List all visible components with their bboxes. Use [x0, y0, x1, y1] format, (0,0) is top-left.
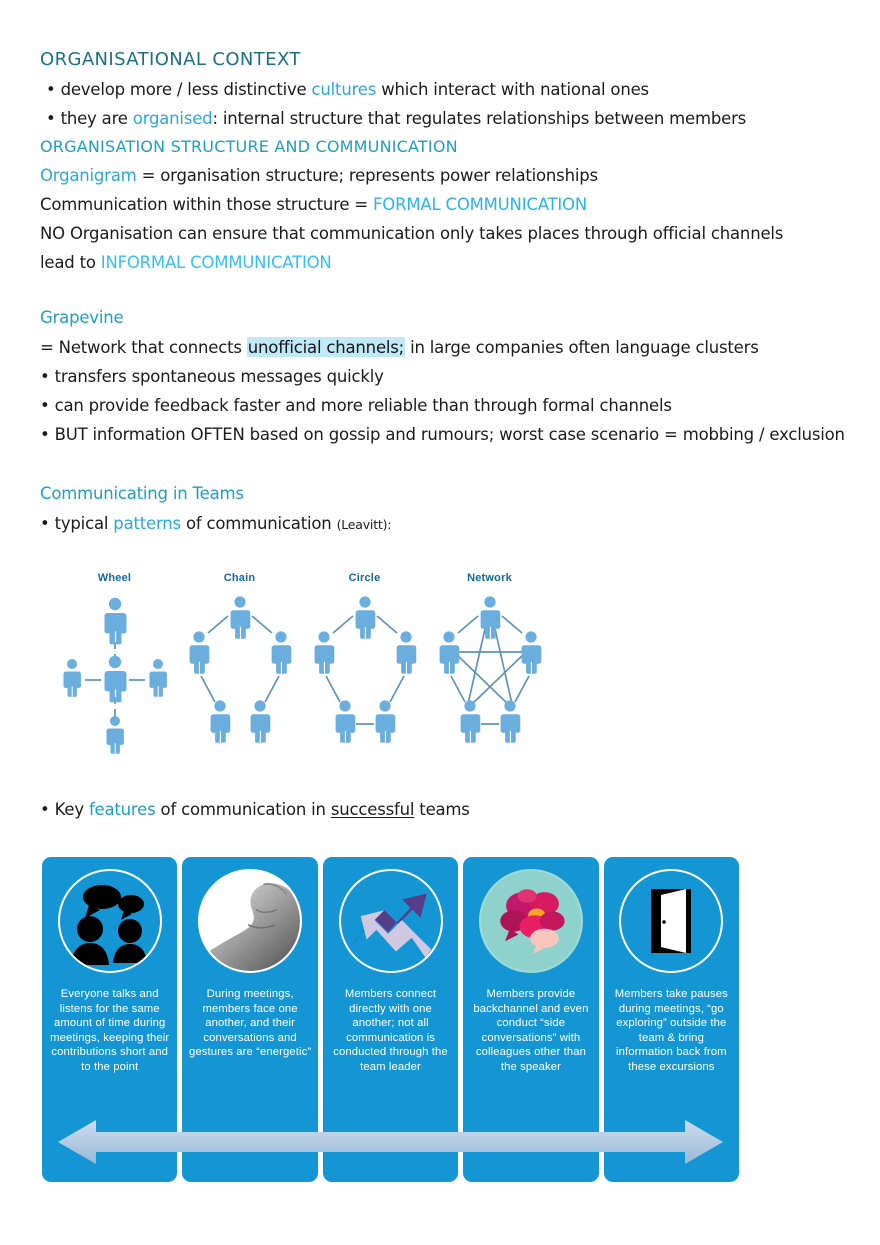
leavitt-label-wheel: Wheel: [97, 572, 132, 584]
key-features-underline: successful: [330, 800, 415, 819]
feature-card-5[interactable]: [604, 857, 739, 1182]
line-organigram: [40, 161, 840, 190]
key-features-mid: of communication in: [155, 800, 331, 819]
feature-card-2-text: During meetings, members face one another, and their conversations and gestures are “energetic”: [188, 988, 312, 1059]
grapevine-definition: [40, 333, 840, 362]
speech-bubble-cluster-icon: [479, 869, 583, 973]
line-no-organisation: NO Organisation can ensure that communication only takes places through official channels: [40, 224, 784, 243]
key-features-line: [40, 795, 840, 824]
key-features-post: teams: [414, 800, 470, 819]
feature-card-2[interactable]: [182, 857, 317, 1182]
bullet-cultures-post: which interact with national ones: [376, 80, 649, 99]
key-features-block: [40, 795, 840, 824]
grapevine-bullet-1: • transfers spontaneous messages quickly: [40, 367, 384, 386]
grapevine-bullet-2: • can provide feedback faster and more reliable than through formal channels: [40, 396, 672, 415]
teams-bullet-source: (Leavitt):: [336, 517, 392, 532]
team-communication-features-cards: [42, 857, 739, 1182]
feature-card-3-text: Members connect directly with one another; not all communication is conducted through the team leader: [333, 988, 448, 1073]
leavitt-cell-chain: [177, 590, 302, 755]
line-informal-communication: [40, 248, 840, 277]
heading-organisational-context: ORGANISATIONAL CONTEXT: [40, 49, 301, 70]
teams-bullet-patterns: [40, 509, 840, 539]
feature-card-1[interactable]: [42, 857, 177, 1182]
leavitt-cell-wheel: [52, 590, 177, 755]
leavitt-label-row: [52, 572, 552, 584]
teams-bullet-accent: patterns: [113, 514, 181, 533]
grapevine-bullet-3: • BUT information OFTEN based on gossip and rumours; worst case scenario = mobbing / exclusion: [40, 425, 845, 444]
bullet-organised: [40, 104, 840, 133]
feature-card-1-text: Everyone talks and listens for the same amount of time during meetings, keeping their contributions short and to the point: [50, 988, 170, 1073]
bullet-cultures-pre: • develop more / less distinctive: [46, 80, 312, 99]
grapevine-def-pre: = Network that connects: [40, 338, 247, 357]
teams-bullet-post: of communication: [180, 514, 337, 533]
leavitt-label-circle: Circle: [348, 572, 381, 584]
heading-grapevine: Grapevine: [40, 308, 124, 327]
two-people-speech-bubbles-icon: [58, 869, 162, 973]
line-organigram-post: = organisation structure; represents power relationships: [136, 166, 598, 185]
circle-diagram-icon: [309, 590, 421, 755]
line-organigram-accent: Organigram: [40, 166, 137, 185]
line-informal-pre: lead to: [40, 253, 101, 272]
bullet-cultures: [40, 75, 840, 104]
bullet-cultures-accent: cultures: [311, 80, 377, 99]
notes-body: [40, 44, 845, 539]
leavitt-diagram-row: [52, 590, 552, 755]
wheel-diagram-icon: [59, 590, 171, 755]
line-formal-pre: Communication within those structure =: [40, 195, 373, 214]
teams-bullet-pre: • typical: [40, 514, 114, 533]
bullet-organised-accent: organised: [132, 109, 213, 128]
key-features-pre: • Key: [40, 800, 89, 819]
feature-card-4[interactable]: [463, 857, 598, 1182]
line-informal-accent: INFORMAL COMMUNICATION: [100, 253, 332, 272]
bullet-organised-post: : internal structure that regulates relationships between members: [212, 109, 747, 128]
feature-card-3[interactable]: [323, 857, 458, 1182]
two-way-arrows-icon: [339, 869, 443, 973]
leavitt-communication-patterns-figure: [52, 572, 552, 772]
feature-card-5-text: Members take pauses during meetings, “go exploring” outside the team & bring information back from these excursions: [614, 988, 728, 1073]
leavitt-cell-network: [427, 590, 552, 755]
grapevine-def-post: in large companies often language clusters: [405, 338, 759, 357]
heading-communicating-in-teams: Communicating in Teams: [40, 484, 244, 503]
leavitt-cell-circle: [302, 590, 427, 755]
line-formal-accent: FORMAL COMMUNICATION: [373, 195, 587, 214]
spacer-before-teams: [40, 449, 840, 479]
spacer-before-grapevine: [40, 277, 840, 303]
key-features-accent: features: [88, 800, 156, 819]
chain-diagram-icon: [184, 590, 296, 755]
feature-card-4-text: Members provide backchannel and even conduct “side conversations” with colleagues other than the speaker: [473, 988, 589, 1073]
line-formal-communication: [40, 190, 840, 219]
grapevine-def-highlight: unofficial channels;: [247, 338, 405, 357]
heading-organisation-structure: ORGANISATION STRUCTURE AND COMMUNICATION: [40, 137, 458, 156]
network-diagram-icon: [434, 590, 546, 755]
bullet-organised-pre: • they are: [46, 109, 133, 128]
leavitt-label-chain: Chain: [223, 572, 256, 584]
leavitt-label-network: Network: [467, 572, 512, 584]
hand-gesture-icon: [198, 869, 302, 973]
open-door-icon: [619, 869, 723, 973]
